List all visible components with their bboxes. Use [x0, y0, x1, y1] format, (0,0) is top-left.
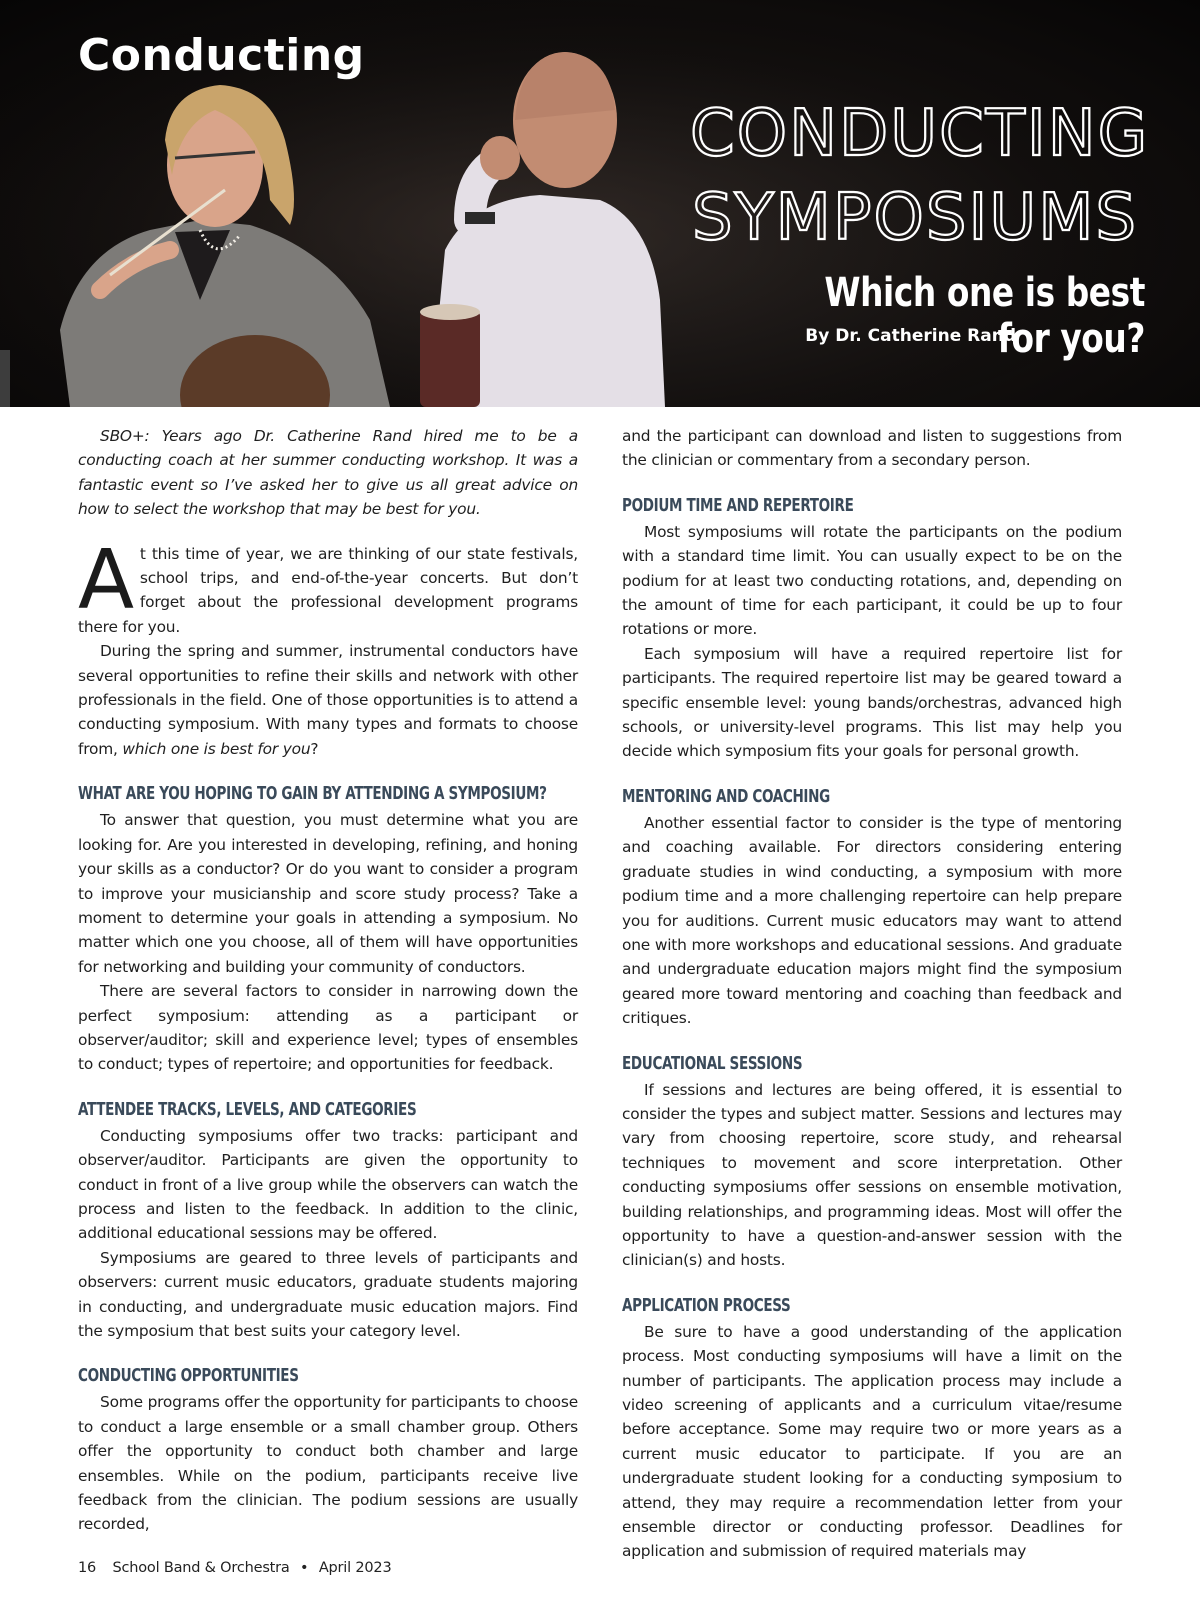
- drop-cap: A: [78, 532, 134, 628]
- paragraph: There are several factors to consider in narrowing down the perfect symposium: attending as a participant or observer/auditor; skill and experience level; types of ensembles to conduct; types of repertoire; and opportunities for feedback.: [78, 982, 578, 1074]
- paragraph: [78, 639, 578, 761]
- article-subtitle: Which one is best for you?: [824, 270, 1145, 362]
- issue-date: April 2023: [318, 1560, 392, 1576]
- paragraph: Some programs offer the opportunity for participants to choose to conduct a large ensemble or a small chamber group. Others offer the opportunity to conduct both chamber and large ensembles. While on the podium, participants receive live feedback from the clinician. The podium sessions are usually recorded,: [78, 1393, 578, 1534]
- author-byline: By Dr. Catherine Rand: [805, 326, 1016, 346]
- article-title: [690, 92, 1150, 260]
- paragraph: Most symposiums will rotate the participants on the podium with a standard time limit. You can usually expect to be on the podium for at least two conducting rotations, and, depending on the amount of time for each participant, it could be up to four rotations or more.: [622, 522, 1122, 639]
- section-label: Conducting: [78, 30, 365, 81]
- title-line-1: CONDUCTING: [690, 97, 1150, 171]
- publication-name: School Band & Orchestra: [112, 1560, 290, 1576]
- page-number: 16: [78, 1560, 97, 1576]
- footer-separator: •: [300, 1560, 309, 1576]
- paragraph: Symposiums are geared to three levels of participants and observers: current music educators, graduate students majoring in conducting, and undergraduate music education majors. Find the symposium that best suits your category level.: [78, 1248, 578, 1340]
- paragraph-text: During the spring and summer, instrumental conductors have several opportunities to refine their skills and network with other professionals in the field. One of those opportunities is to attend a conducting symposium. With many types and formats to choose from,: [78, 642, 578, 758]
- opening-paragraph: [78, 532, 578, 640]
- emphasis-text: which one is best for you: [122, 739, 311, 758]
- heading-podium: PODIUM TIME AND REPERTOIRE: [622, 495, 854, 516]
- paragraph-text: ?: [310, 739, 319, 758]
- opening-text: t this time of year, we are thinking of our state festivals, school trips, and end-of-the-year concerts. But don’t forget about the professional development programs there for you.: [78, 544, 578, 636]
- heading-opportunities: CONDUCTING OPPORTUNITIES: [78, 1366, 299, 1387]
- paragraph: Each symposium will have a required repertoire list for participants. The required repertoire list may be geared toward a specific ensemble level: young bands/orchestras, advanced high schools, or university-level programs. This list may help you decide which symposium fits your goals for personal growth.: [622, 644, 1122, 761]
- paragraph: Be sure to have a good understanding of the application process. Most conducting symposiums will have a limit on the number of participants. The application process may include a video screening of applicants and a curriculum vitae/resume before acceptance. Some may require two or more years as a current music educator to participate. If you are an undergraduate student looking for a conducting symposium to attend, they may require a recommendation letter from your ensemble director or conducting professor. Deadlines for application and submission of required materials may: [622, 1322, 1122, 1561]
- right-column: [622, 424, 1122, 1564]
- paragraph: To answer that question, you must determine what you are looking for. Are you interested in developing, refining, and honing your skills as a conductor? Or do you want to consider a program to improve your musicianship and score study process? Take a moment to determine your goals in attending a symposium. No matter which one you choose, all of them will have opportunities for networking and building your community of conductors.: [78, 811, 578, 976]
- editor-intro: SBO+: Years ago Dr. Catherine Rand hired me to be a conducting coach at her summer conducting workshop. It was a fantastic event so I’ve asked her to give us all great advice on how to select the workshop that may be best for you.: [78, 427, 578, 519]
- page-footer: [78, 1560, 403, 1576]
- heading-gain: WHAT ARE YOU HOPING TO GAIN BY ATTENDING A SYMPOSIUM?: [78, 784, 547, 805]
- heading-educational: EDUCATIONAL SESSIONS: [622, 1053, 803, 1074]
- left-column: [78, 424, 578, 1537]
- paragraph: Another essential factor to consider is the type of mentoring and coaching available. For directors considering entering graduate studies in wind conducting, a symposium with more podium time and a more challenging repertoire can help prepare you for auditions. Current music educators may want to attend one with more workshops and educational sessions. And graduate and undergraduate education majors might find the symposium geared more toward mentoring and coaching than feedback and critiques.: [622, 813, 1122, 1028]
- paragraph: If sessions and lectures are being offered, it is essential to consider the types and subject matter. Sessions and lectures may vary from choosing repertoire, score study, and rehearsal techniques to movement and score interpretation. Other conducting symposiums offer sessions on ensemble motivation, building relationships, and programming ideas. Most will offer the opportunity to have a question-and-answer session with the clinician(s) and hosts.: [622, 1080, 1122, 1270]
- paragraph: Conducting symposiums offer two tracks: participant and observer/auditor. Participants are given the opportunity to conduct in front of a live group while the observers can watch the process and listen to the feedback. In addition to the clinic, additional educational sessions may be offered.: [78, 1126, 578, 1243]
- heading-tracks: ATTENDEE TRACKS, LEVELS, AND CATEGORIES: [78, 1099, 417, 1120]
- title-line-2: SYMPOSIUMS: [691, 181, 1139, 255]
- heading-mentoring: MENTORING AND COACHING: [622, 786, 830, 807]
- hero-banner: [0, 0, 1200, 407]
- continued-paragraph: and the participant can download and listen to suggestions from the clinician or commentary from a secondary person.: [622, 427, 1122, 470]
- heading-application: APPLICATION PROCESS: [622, 1295, 791, 1316]
